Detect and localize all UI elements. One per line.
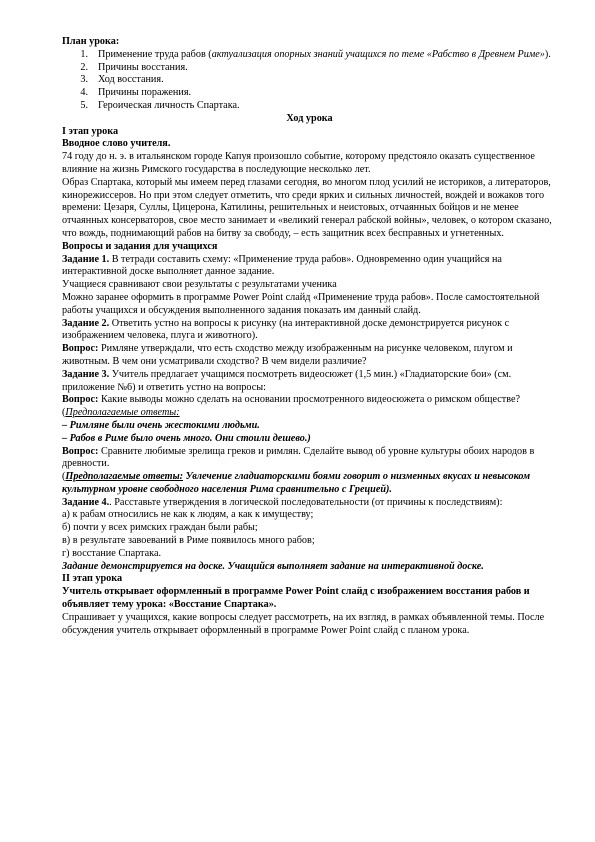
task-3-label: Задание 3. [62, 368, 110, 380]
plan-item [62, 74, 557, 87]
answers-3-text: Увлечение гладиаторскими боями говорит о низменных вкусах и невысоком культурном уровне свободного населения Рима сравнительно с Грецией). [62, 471, 531, 495]
answers-heading [62, 407, 557, 420]
plan-item-number: 2. [80, 61, 88, 73]
ask-text: Спрашивает у учащихся, какие вопросы следует рассмотреть, на их взгляд, в рамках объявленной темы. После обсуждения учитель открывает оформленный в программе Power Point слайд с планом урока. [62, 611, 545, 636]
plan-list [62, 49, 557, 113]
answers-3 [62, 471, 557, 497]
task-3-text: Учитель предлагает учащимся посмотреть видеосюжет (1,5 мин.) «Гладиаторские бои» (см. приложение №6) и ответить устно на вопросы: [62, 368, 512, 393]
stage-1-heading: I этап урока [62, 125, 119, 137]
prep-text: Можно заранее оформить в программе Power Point слайд «Применение труда рабов». После самостоятельной работы учащихся и обсуждения выполненного задания показать им данный слайд. [62, 291, 540, 316]
question-3-label: Вопрос: [62, 445, 99, 457]
task-2-label: Задание 2. [62, 317, 110, 329]
plan-item-text: Ход восстания. [98, 74, 164, 86]
answers-3-open-paren: ( [62, 471, 66, 483]
task-3 [62, 369, 557, 395]
task-2 [62, 318, 557, 344]
intro-heading: Вводное слово учителя. [62, 138, 171, 150]
intro-paragraph-2: Образ Спартака, который мы имеем перед глазами сегодня, во многом плод усилий не историков, а литераторов, кинорежиссеров. Но при этом следует отметить, что среди ярких и сильных личностей, вождей и вожаков того времени: Цезаря, Суллы, Цицерона, Катилины, решительных и неистовых, отчаянных бойцов и не менее отчаянных консерваторов, свое место занимает и «великий генерал рабской войны», человек, о котором сказано, что вождь, поднимающий рабов на битву за свободу, – есть защитник всех бесправных и угнетенных. [62, 176, 552, 239]
plan-item-text: Героическая личность Спартака. [98, 99, 240, 111]
plan-title: План урока: [62, 36, 120, 47]
plan-item [62, 62, 557, 75]
task-1 [62, 254, 557, 280]
task-1-text: В тетради составить схему: «Применение труда рабов». Одновременно один учащийся на интерактивной доске выполняет данное задание. [62, 253, 502, 278]
question-1-text: Римляне утверждали, что есть сходство между изображенным на рисунке человеком, плугом и животным. В чем они усматривали сходство? В чем видели различие? [62, 343, 513, 367]
plan-item [62, 49, 557, 62]
option-a: а) к рабам относились не как к людям, а как к имуществу; [62, 509, 314, 521]
option-c: в) в результате завоеваний в Риме появилось много рабов; [62, 535, 315, 547]
teacher-text: Учитель открывает оформленный в программе Power Point слайд с изображением восстания рабов и объявляет тему урока: «Восстание Спартака». [62, 586, 530, 611]
option-b: б) почти у всех римских граждан были рабы; [62, 522, 258, 534]
question-2 [62, 394, 557, 407]
option-d: г) восстание Спартака. [62, 547, 162, 559]
course-title: Ход урока [286, 112, 333, 124]
compare-text: Учащиеся сравнивают свои результаты с результатами ученика [62, 279, 337, 291]
plan-item [62, 100, 557, 113]
question-2-label: Вопрос: [62, 394, 99, 406]
task-1-label: Задание 1. [62, 253, 110, 265]
stage-2-heading: II этап урока [62, 573, 123, 585]
question-1 [62, 343, 557, 369]
plan-item-text-main: Применение труда рабов ( [98, 48, 212, 60]
plan-item [62, 87, 557, 100]
plan-item-text-italic: актуализация опорных знаний учащихся по теме «Рабство в Древнем Риме» [211, 48, 545, 60]
plan-item-text-tail: ). [544, 48, 551, 60]
intro-paragraph-1: 74 году до н. э. в итальянском городе Капуя произошло событие, которому предстояло оказать существенное влияние на жизнь Римского государства в последующие несколько лет. [62, 151, 535, 175]
qa-heading: Вопросы и задания для учащихся [62, 240, 218, 252]
question-3-text: Сравните любимые зрелища греков и римлян. Сделайте вывод об уровне культуры обоих народов в древности. [62, 445, 535, 470]
demo-note: Задание демонстрируется на доске. Учащийся выполняет задание на интерактивной доске. [62, 560, 484, 572]
plan-item-text: Причины поражения. [98, 87, 192, 99]
task-4-label: Задание 4. [62, 496, 110, 508]
answers-open-paren: ( [62, 407, 66, 419]
question-2-text: Какие выводы можно сделать на основании просмотренного видеосюжета о римском обществе? [98, 394, 521, 406]
plan-item-number: 3. [80, 74, 88, 86]
plan-item-number: 1. [80, 48, 88, 60]
question-1-label: Вопрос: [62, 343, 99, 355]
answers-label: Предполагаемые ответы: [65, 407, 180, 419]
task-4 [62, 497, 557, 510]
task-2-text: Ответить устно на вопросы к рисунку (на интерактивной доске демонстрируется рисунок с изображением человека, плуга и животного). [62, 317, 510, 342]
answer-1: – Римляне были очень жестокими людьми. [62, 419, 260, 431]
plan-item-text [98, 49, 557, 62]
plan-item-number: 4. [80, 87, 88, 99]
plan-item-text: Причины восстания. [98, 61, 188, 73]
answer-2: – Рабов в Риме было очень много. Они стоили дешево.) [62, 432, 311, 444]
answers-3-label: Предполагаемые ответы: [65, 471, 184, 483]
plan-item-number: 5. [80, 99, 88, 111]
task-4-text: . Расставьте утверждения в логической последовательности (от причины к последствиям): [109, 496, 503, 508]
question-3 [62, 446, 557, 472]
